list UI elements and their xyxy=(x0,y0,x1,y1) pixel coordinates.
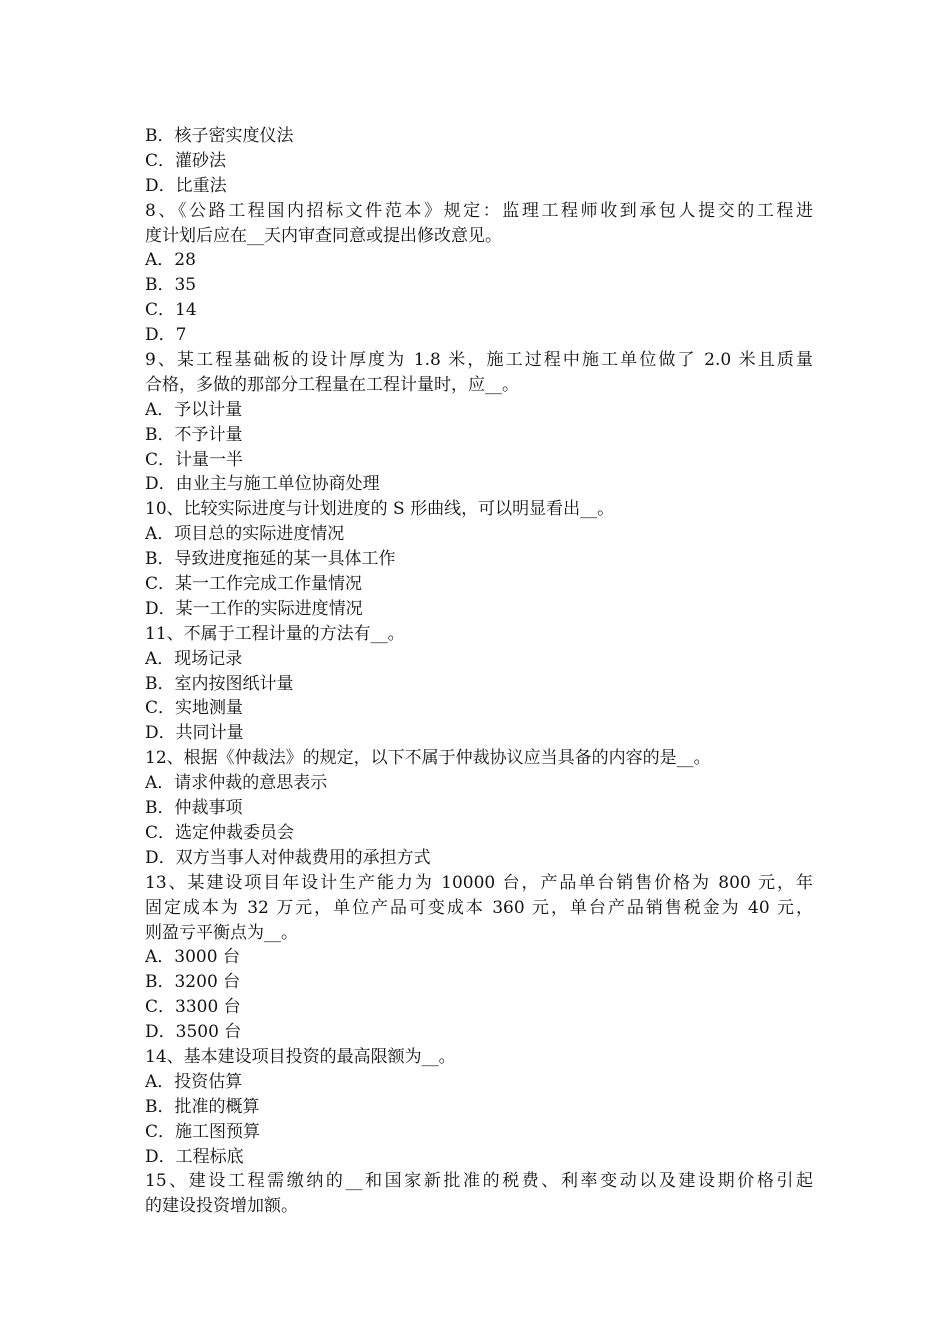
question-text-line: 12、根据《仲裁法》的规定，以下不属于仲裁协议应当具备的内容的是__。 xyxy=(145,748,711,769)
question-text-line: 11、不属于工程计量的方法有__。 xyxy=(145,623,405,644)
answer-option xyxy=(145,771,813,796)
answer-option xyxy=(145,821,813,846)
answer-option xyxy=(145,1070,813,1095)
answer-option xyxy=(145,149,813,174)
answer-option xyxy=(145,174,813,199)
answer-option xyxy=(145,1120,813,1145)
option-text: A．28 xyxy=(145,250,196,271)
answer-option xyxy=(145,448,813,473)
answer-option xyxy=(145,1020,813,1045)
answer-option xyxy=(145,248,813,273)
option-text: C．14 xyxy=(145,300,197,321)
answer-option xyxy=(145,796,813,821)
option-text: A．项目总的实际进度情况 xyxy=(145,524,345,545)
question-text-line: 10、比较实际进度与计划进度的 S 形曲线，可以明显看出__。 xyxy=(145,499,615,520)
option-text: C．3300 台 xyxy=(145,997,241,1018)
answer-option xyxy=(145,522,813,547)
option-text: D．比重法 xyxy=(145,175,227,196)
answer-option xyxy=(145,721,813,746)
option-text: B．仲裁事项 xyxy=(145,798,243,819)
option-text: B．不予计量 xyxy=(145,424,243,445)
option-text: A．投资估算 xyxy=(145,1071,243,1092)
answer-option xyxy=(145,846,813,871)
option-text: C．施工图预算 xyxy=(145,1121,261,1142)
option-text: B．核子密实度仪法 xyxy=(145,126,294,146)
answer-option xyxy=(145,298,813,323)
option-text: B．35 xyxy=(145,275,197,296)
answer-option xyxy=(145,398,813,423)
option-text: D．3500 台 xyxy=(145,1022,242,1043)
answer-option xyxy=(145,696,813,721)
option-text: C．计量一半 xyxy=(145,449,244,470)
answer-option xyxy=(145,945,813,970)
question-stem xyxy=(145,622,813,647)
answer-option xyxy=(145,1145,813,1170)
option-text: C．灌砂法 xyxy=(145,150,227,171)
option-text: A．请求仲裁的意思表示 xyxy=(145,773,328,794)
option-text: B．3200 台 xyxy=(145,972,241,993)
option-text: A．3000 台 xyxy=(145,947,240,968)
option-text: D．某一工作的实际进度情况 xyxy=(145,598,363,619)
option-text: B．导致进度拖延的某一具体工作 xyxy=(145,549,396,570)
option-text: D．共同计量 xyxy=(145,723,244,744)
document-page xyxy=(145,124,813,1219)
option-text: B．批准的概算 xyxy=(145,1096,260,1117)
option-text: C．某一工作完成工作量情况 xyxy=(145,574,363,595)
question-stem xyxy=(145,1045,813,1070)
answer-option xyxy=(145,323,813,348)
question-text-line: 固定成本为 32 万元，单位产品可变成本 360 元，单台产品销售税金为 40 元， xyxy=(145,897,813,918)
answer-option xyxy=(145,547,813,572)
question-text-line: 8、《公路工程国内招标文件范本》规定：监理工程师收到承包人提交的工程进 xyxy=(145,200,813,221)
option-text: C．选定仲裁委员会 xyxy=(145,822,295,843)
question-text-line: 则盈亏平衡点为__。 xyxy=(145,922,298,943)
option-text: D．由业主与施工单位协商处理 xyxy=(145,474,380,495)
question-text-line: 13、某建设项目年设计生产能力为 10000 台，产品单台销售价格为 800 元，年 xyxy=(145,872,813,893)
question-text-line: 的建设投资增加额。 xyxy=(145,1196,298,1217)
question-stem xyxy=(145,871,813,946)
question-stem xyxy=(145,497,813,522)
question-text-line: 合格，多做的那部分工程量在工程计量时，应__。 xyxy=(145,374,519,395)
answer-option xyxy=(145,672,813,697)
question-text-line: 14、基本建设项目投资的最高限额为__。 xyxy=(145,1046,456,1067)
answer-option xyxy=(145,970,813,995)
answer-option xyxy=(145,995,813,1020)
question-stem xyxy=(145,1169,813,1219)
question-stem xyxy=(145,746,813,771)
answer-option xyxy=(145,572,813,597)
option-text: D．7 xyxy=(145,325,187,346)
question-stem xyxy=(145,348,813,398)
option-text: D．双方当事人对仲裁费用的承担方式 xyxy=(145,847,431,868)
option-text: B．室内按图纸计量 xyxy=(145,673,294,694)
answer-option xyxy=(145,1095,813,1120)
option-text: A．予以计量 xyxy=(145,399,243,420)
question-stem xyxy=(145,199,813,249)
answer-option xyxy=(145,472,813,497)
answer-option xyxy=(145,423,813,448)
answer-option xyxy=(145,124,813,149)
option-text: C．实地测量 xyxy=(145,698,244,719)
question-text-line: 15、建设工程需缴纳的__和国家新批准的税费、利率变动以及建设期价格引起 xyxy=(145,1171,813,1192)
answer-option xyxy=(145,597,813,622)
question-text-line: 9、某工程基础板的设计厚度为 1.8 米，施工过程中施工单位做了 2.0 米且质量 xyxy=(145,350,813,371)
answer-option xyxy=(145,273,813,298)
question-text-line: 度计划后应在__天内审查同意或提出修改意见。 xyxy=(145,225,502,246)
option-text: D．工程标底 xyxy=(145,1146,244,1167)
option-text: A．现场记录 xyxy=(145,648,243,669)
answer-option xyxy=(145,647,813,672)
